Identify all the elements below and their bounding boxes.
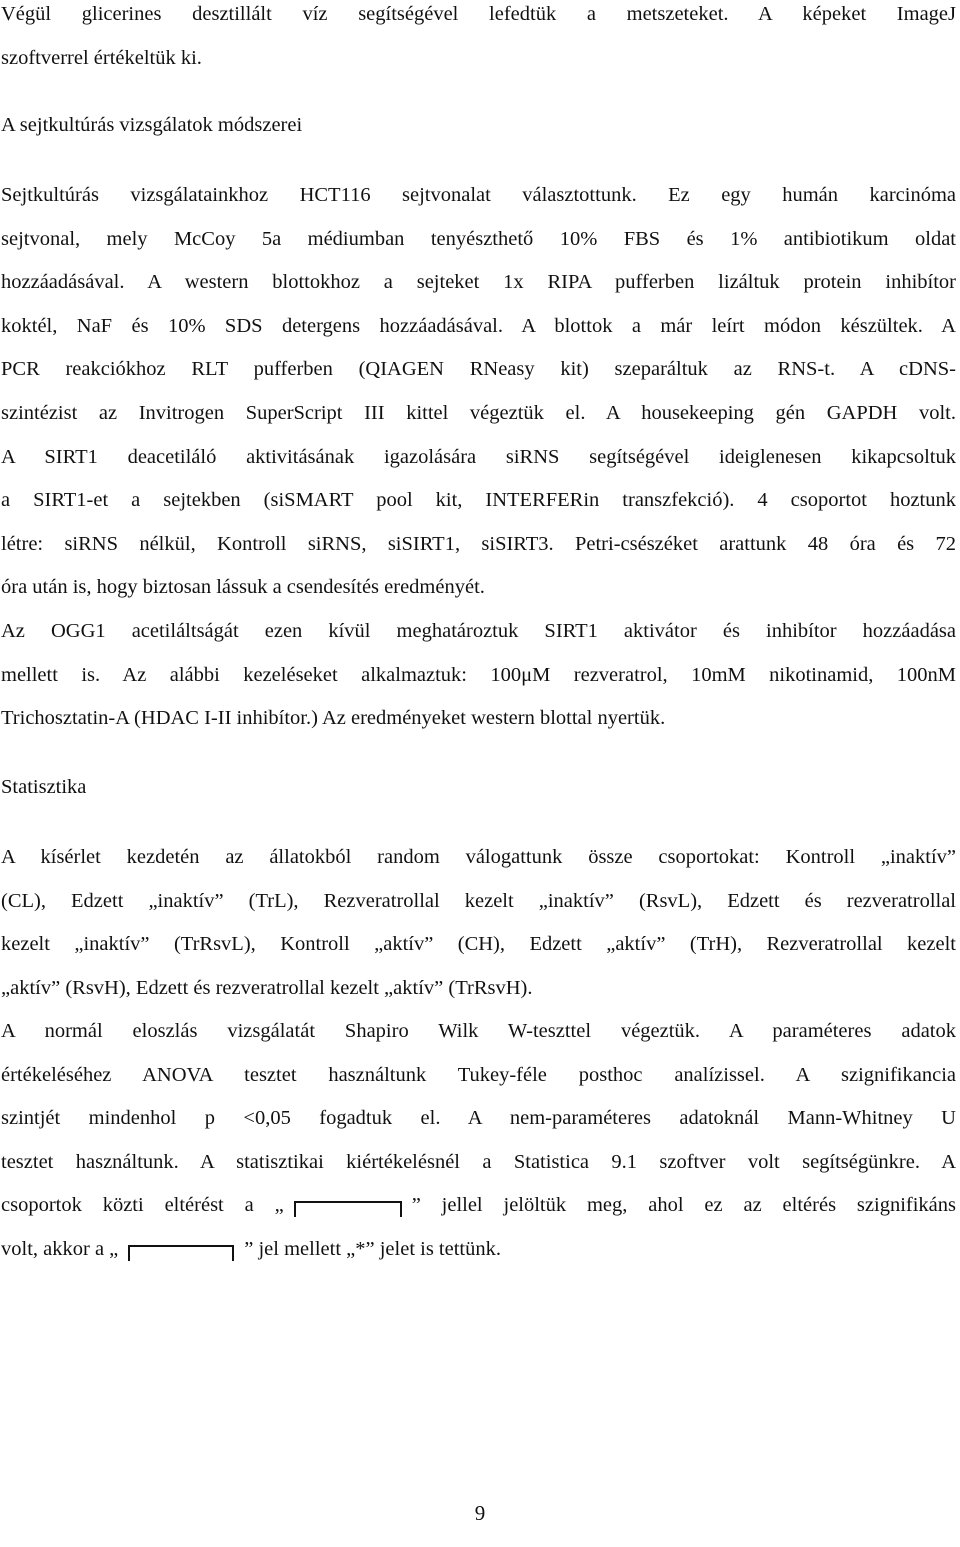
text-fragment: ” jellel jelöltük meg, ahol ez az eltérés szignifikáns	[411, 1194, 956, 1217]
text-line: létre: siRNS nélkül, Kontroll siRNS, siSIRT1, siSIRT3. Petri-csészéket arattunk 48 óra és 72	[1, 532, 956, 555]
paragraph-cell-culture	[1, 174, 956, 610]
section-heading-statistics: Statisztika	[1, 776, 87, 798]
text-line: (CL), Edzett „inaktív” (TrL), Rezveratrollal kezelt „inaktív” (RsvL), Edzett és rezveratrollal	[1, 889, 956, 912]
significance-bracket-icon	[294, 1201, 402, 1217]
text-line: szintézist az Invitrogen SuperScript III kittel végeztük el. A housekeeping gén GAPDH volt.	[1, 401, 956, 424]
text-line: sejtvonal, mely McCoy 5a médiumban tenyészthető 10% FBS és 1% antibiotikum oldat	[1, 227, 956, 250]
text-line: Sejtkultúrás vizsgálatainkhoz HCT116 sejtvonalat választottunk. Ez egy humán karcinóma	[1, 184, 956, 206]
text-fragment: volt, akkor a „	[1, 1237, 119, 1260]
text-line-with-bracket	[1, 1228, 956, 1272]
text-line: hozzáadásával. A western blottokhoz a sejteket 1x RIPA pufferben lizáltuk protein inhibítor	[1, 271, 956, 294]
text-line: tesztet használtunk. A statisztikai kiértékelésnél a Statistica 9.1 szoftver volt segítségünkre. A	[1, 1150, 956, 1173]
text-fragment: csoportok közti eltérést a „	[1, 1194, 284, 1217]
text-line: A normál eloszlás vizsgálatát Shapiro Wilk W-teszttel végeztük. A paraméteres adatok	[1, 1020, 956, 1042]
paragraph-intro	[1, 0, 956, 80]
text-line-with-bracket	[1, 1184, 956, 1228]
text-line: Végül glicerines desztillált víz segítségével lefedtük a metszeteket. A képeket ImageJ	[1, 3, 956, 25]
text-line: kezelt „inaktív” (TrRsvL), Kontroll „aktív” (CH), Edzett „aktív” (TrH), Rezveratrollal kezelt	[1, 933, 956, 956]
text-line: A kísérlet kezdetén az állatokból random válogattunk össze csoportokat: Kontroll „inaktív”	[1, 846, 956, 868]
text-line: PCR reakciókhoz RLT pufferben (QIAGEN RNeasy kit) szeparáltuk az RNS-t. A cDNS-	[1, 358, 956, 381]
text-fragment: ” jel mellett „*” jelet is tettünk.	[244, 1237, 501, 1260]
text-line: szoftverrel értékeltük ki.	[1, 46, 202, 69]
section-heading-cell-culture-methods: A sejtkultúrás vizsgálatok módszerei	[1, 114, 303, 136]
text-line: szintjét mindenhol p <0,05 fogadtuk el. A nem-paraméteres adatoknál Mann-Whitney U	[1, 1107, 956, 1130]
text-line: koktél, NaF és 10% SDS detergens hozzáadásával. A blottok a már leírt módon készültek. A	[1, 314, 956, 337]
paragraph-ogg1-treatments	[1, 610, 956, 741]
text-line: mellett is. Az alábbi kezeléseket alkalmaztuk: 100μM rezveratrol, 10mM nikotinamid, 100nM	[1, 663, 956, 686]
text-line: Az OGG1 acetiláltságát ezen kívül meghatároztuk SIRT1 aktivátor és inhibítor hozzáadása	[1, 620, 956, 642]
paragraph-groups	[1, 836, 956, 1010]
text-line: „aktív” (RsvH), Edzett és rezveratrollal kezelt „aktív” (TrRsvH).	[1, 976, 533, 999]
significance-bracket-icon	[128, 1245, 234, 1261]
text-line: A SIRT1 deacetiláló aktivitásának igazolására siRNS segítségével ideiglenesen kikapcsoltuk	[1, 445, 956, 468]
text-line: értékeléséhez ANOVA tesztet használtunk Tukey-féle posthoc analízissel. A szignifikancia	[1, 1063, 956, 1086]
text-line: óra után is, hogy biztosan lássuk a csendesítés eredményét.	[1, 576, 485, 599]
text-line: a SIRT1-et a sejtekben (siSMART pool kit, INTERFERin transzfekció). 4 csoportot hoztunk	[1, 489, 956, 512]
paragraph-statistics	[1, 1010, 956, 1272]
text-line: Trichosztatin-A (HDAC I-II inhibítor.) Az eredményeket western blottal nyertük.	[1, 707, 666, 730]
page-number: 9	[474, 1501, 486, 1525]
